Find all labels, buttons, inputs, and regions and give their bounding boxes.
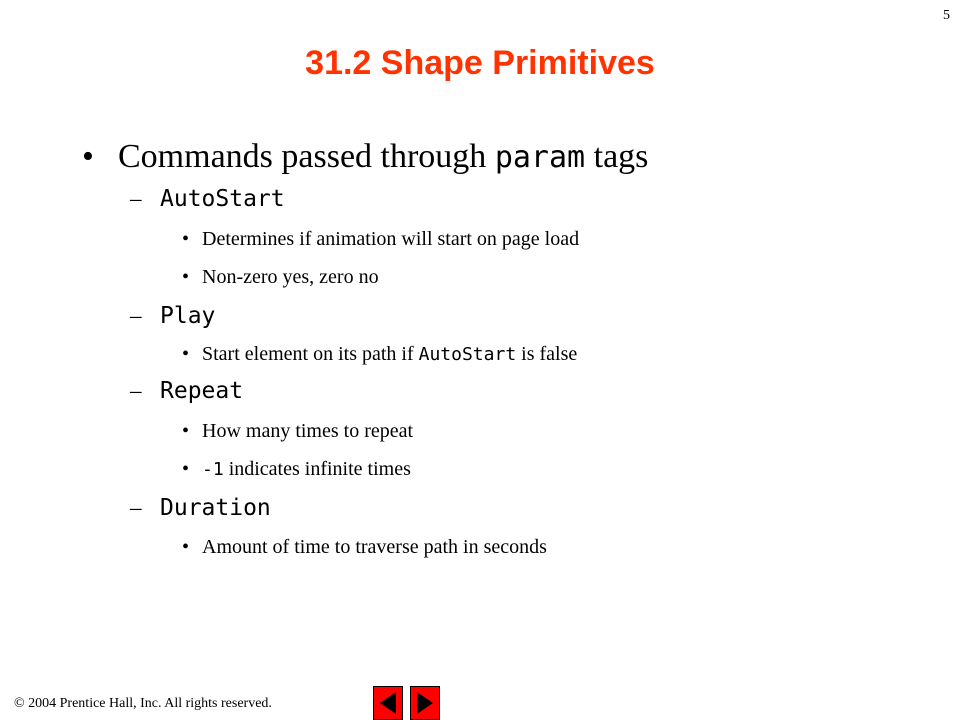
right-arrow-icon — [411, 687, 439, 719]
dash-icon: – — [130, 186, 142, 211]
detail-autostart-2 — [182, 266, 379, 289]
item-name: Repeat — [160, 378, 244, 404]
bullet-icon: • — [182, 420, 190, 442]
detail-text: Determines if animation will start on page load — [202, 228, 580, 250]
detail-text: How many times to repeat — [202, 420, 414, 442]
detail-repeat-2 — [182, 458, 411, 481]
detail-repeat-1 — [182, 420, 413, 443]
detail-code: -1 — [202, 459, 224, 480]
dash-icon: – — [130, 303, 142, 328]
bullet-icon: • — [182, 228, 190, 250]
item-repeat — [130, 378, 243, 404]
detail-text: Amount of time to traverse path in seconds — [202, 536, 547, 558]
previous-slide-button[interactable] — [373, 686, 403, 720]
detail-code: AutoStart — [418, 344, 517, 365]
item-autostart — [130, 186, 285, 212]
detail-suffix: is false — [516, 343, 578, 365]
copyright-footer: © 2004 Prentice Hall, Inc. All rights reserved. — [14, 696, 272, 711]
bullet-icon: • — [182, 343, 190, 365]
page-number: 5 — [943, 8, 950, 23]
dash-icon: – — [130, 495, 142, 520]
item-play — [130, 303, 215, 329]
main-bullet-text: Commands passed through — [118, 138, 495, 175]
detail-play-1 — [182, 343, 577, 366]
bullet-icon: • — [182, 266, 190, 288]
detail-autostart-1 — [182, 228, 579, 251]
slide-title: 31.2 Shape Primitives — [305, 44, 655, 82]
left-arrow-icon — [374, 687, 402, 719]
item-name: Play — [160, 303, 216, 329]
dash-icon: – — [130, 378, 142, 403]
item-duration — [130, 495, 271, 521]
detail-text: Non-zero yes, zero no — [202, 266, 379, 288]
bullet-icon: • — [182, 458, 190, 480]
next-slide-button[interactable] — [410, 686, 440, 720]
main-bullet-suffix: tags — [585, 138, 649, 175]
detail-duration-1 — [182, 536, 547, 559]
main-bullet-code: param — [494, 140, 586, 175]
item-name: Duration — [160, 495, 271, 521]
bullet-icon: • — [82, 138, 94, 175]
bullet-icon: • — [182, 536, 190, 558]
detail-text: Start element on its path if — [202, 343, 419, 365]
detail-suffix: indicates infinite times — [223, 458, 411, 480]
item-name: AutoStart — [160, 186, 285, 212]
main-bullet — [82, 138, 648, 176]
